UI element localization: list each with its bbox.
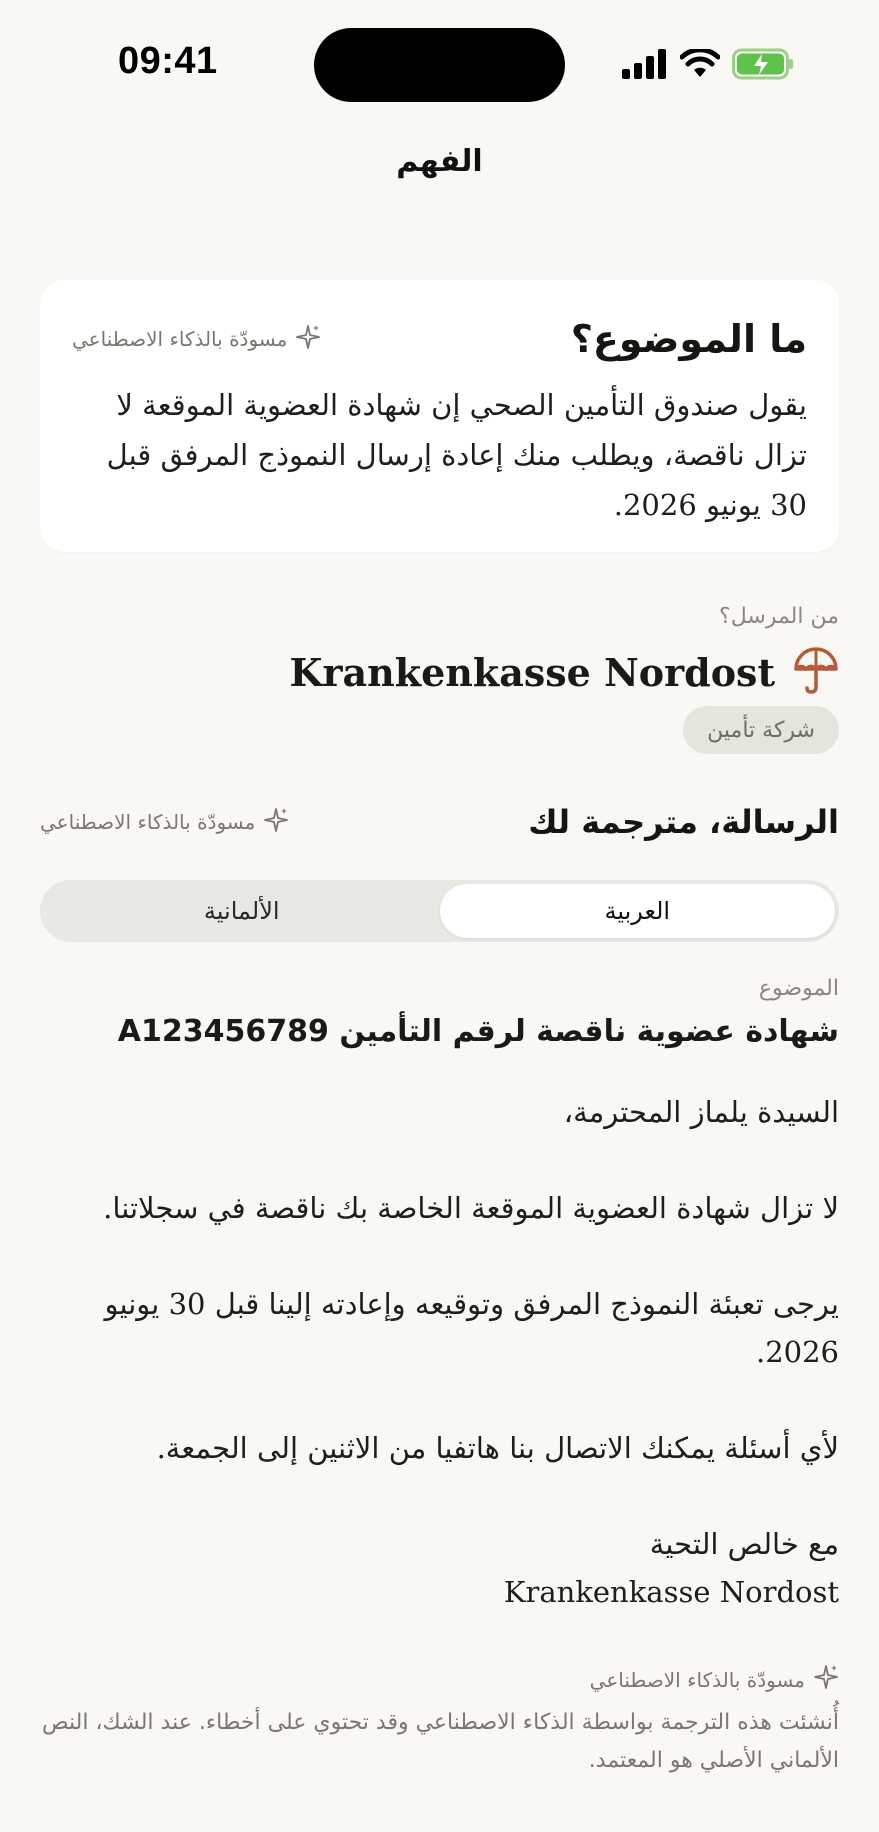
ai-draft-badge — [72, 324, 321, 355]
tab-arabic[interactable]: العربية — [440, 884, 836, 938]
signal-icon — [622, 49, 668, 79]
status-icons — [622, 46, 794, 82]
sparkle-icon — [813, 1664, 839, 1695]
page-title: الفهم — [396, 144, 483, 179]
letter-body — [40, 1088, 839, 1616]
letter-paragraph: يرجى تعبئة النموذج المرفق وتوقيعه وإعادته إلينا قبل 30 يونيو 2026. — [104, 1287, 839, 1369]
summary-card — [40, 280, 839, 552]
dynamic-island — [314, 28, 565, 102]
sender-label: من المرسل؟ — [719, 604, 839, 629]
ai-draft-label: مسودّة بالذكاء الاصطناعي — [589, 1667, 805, 1692]
wifi-icon — [680, 49, 720, 79]
subject-label: الموضوع — [758, 976, 839, 1001]
letter-paragraph: لأي أسئلة يمكنك الاتصال بنا هاتفيا من الاثنين إلى الجمعة. — [156, 1431, 839, 1465]
ai-draft-label: مسودّة بالذكاء الاصطناعي — [40, 810, 256, 834]
ai-draft-badge — [590, 1664, 839, 1695]
letter-subject: شهادة عضوية ناقصة لرقم التأمين A123456789 — [117, 1014, 839, 1049]
sparkle-icon — [295, 324, 321, 355]
letter-paragraph: لا تزال شهادة العضوية الموقعة الخاصة بك ناقصة في سجلاتنا. — [103, 1191, 839, 1225]
letter-closing: مع خالص التحية — [649, 1527, 839, 1561]
ai-draft-label: مسودّة بالذكاء الاصطناعي — [72, 327, 288, 351]
summary-text: يقول صندوق التأمين الصحي إن شهادة العضوية الموقعة لا تزال ناقصة، ويطلب منك إعادة إرسال النموذج المرفق قبل 30 يونيو 2026. — [106, 388, 807, 522]
letter-greeting: السيدة يلماز المحترمة، — [563, 1095, 839, 1129]
summary-header — [72, 314, 807, 364]
translation-disclaimer: أُنشئت هذه الترجمة بواسطة الذكاء الاصطناعي وقد تحتوي على أخطاء. عند الشك، النص الألماني الأصلي هو المعتمد. — [42, 1710, 839, 1773]
tab-german[interactable]: الألمانية — [203, 897, 280, 925]
status-bar — [0, 0, 879, 120]
ai-draft-badge — [40, 807, 289, 838]
sender-name: Krankenkasse Nordost — [289, 649, 775, 695]
language-toggle — [40, 880, 839, 942]
translation-title: الرسالة، مترجمة لك — [528, 803, 839, 841]
status-time: 09:41 — [118, 40, 218, 82]
battery-charging-icon — [732, 48, 794, 80]
sparkle-icon — [263, 807, 289, 838]
letter-signature: Krankenkasse Nordost — [503, 1575, 839, 1609]
summary-title: ما الموضوع؟ — [570, 317, 807, 361]
sender-row — [289, 640, 839, 704]
umbrella-icon — [793, 645, 839, 699]
sender-type-tag: شركة تأمين — [683, 706, 839, 754]
translation-header — [40, 796, 839, 848]
